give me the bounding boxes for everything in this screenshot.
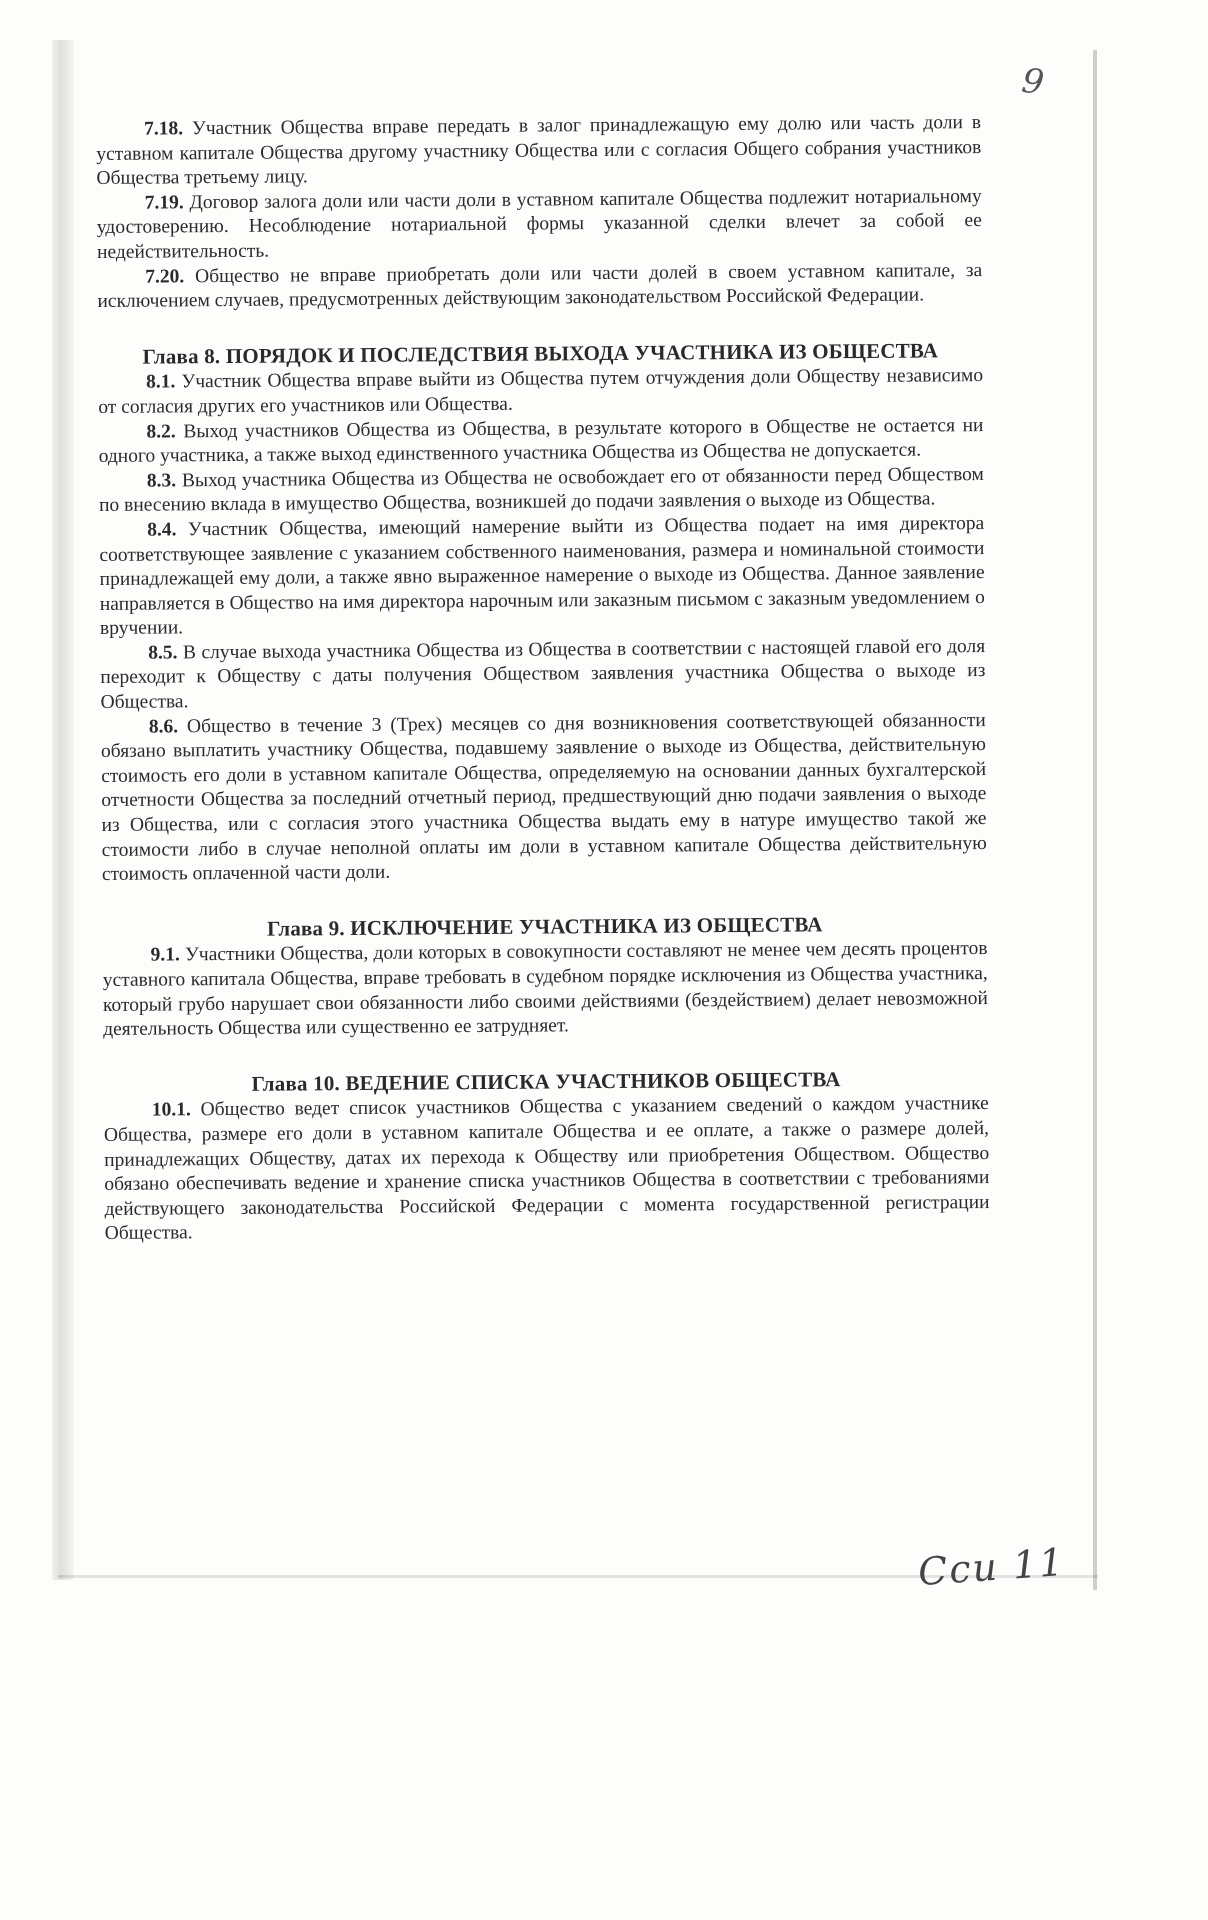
clause-text: В случае выхода участника Общества из Общества в соответствии с настоящей главой его доля переходит к Обществу с даты получения Обществом заявления участника Общества о выходе из Общества. xyxy=(100,635,986,714)
handwritten-signature: Сси 11 xyxy=(916,1539,1067,1595)
clause-text: Общество ведет список участников Общества с указанием сведений о каждом участнике Общества, размере его доли в уставном капитале Общества и ее оплате, а также о размере долей, принадлежащих Обществу, датах их перехода к Обществу или приобретения Обществом. Общество обязано обеспечивать ведение и хранение списка участников Общества в соответствии с требованиями действующего законодательства Российской Федерации с момента государственной регистрации Общества. xyxy=(103,1093,990,1245)
clause-number: 8.5. xyxy=(148,642,178,664)
clause-number: 8.4. xyxy=(147,519,177,541)
handwritten-page-number: 9 xyxy=(1019,60,1047,104)
section-ch8 xyxy=(98,338,987,888)
clause-text: Общество в течение 3 (Трех) месяцев со дня возникновения соответствующей обязанности обязано выплатить участнику Общества, подавшему заявление о выходе из Общества, действительную стоимость его доли в уставном капитале Общества, определяемую на основании данных бухгалтерской отчетности Общества за последний отчетный период, предшествующий дню подачи заявления о выходе из Общества, или с согласия этого участника Общества выдать ему в натуре имущество такой же стоимости либо в случае неполной оплаты им доли в уставном капитале Общества действительную стоимость оплаченной части доли. xyxy=(100,709,987,886)
clause-8-3 xyxy=(99,463,984,519)
clause-number: 8.6. xyxy=(148,716,179,738)
clause-8-4 xyxy=(99,512,985,642)
clause-8-1 xyxy=(98,364,983,420)
clause-number: 10.1. xyxy=(151,1099,191,1121)
clause-text: Договор залога доли или части доли в уставном капитале Общества подлежит нотариальному удостоверению. Несоблюдение нотариальной формы указанной сделки влечет за собой ее недействительность. xyxy=(96,185,982,263)
clause-number: 7.19. xyxy=(144,192,184,214)
scan-shadow-left xyxy=(52,40,74,1580)
clause-8-2 xyxy=(98,414,983,470)
clause-8-5 xyxy=(100,635,986,716)
clause-number: 8.2. xyxy=(146,420,176,443)
clause-7-19 xyxy=(97,185,983,266)
clause-text: Выход участников Общества из Общества, в результате которого в Обществе не остается ни одного участника, а также выход единственного участника Общества из Общества не допускается. xyxy=(98,414,984,468)
chapter-heading: Глава 8. ПОРЯДОК И ПОСЛЕДСТВИЯ ВЫХОДА УЧАСТНИКА ИЗ ОБЩЕСТВА xyxy=(142,338,939,369)
section-ch9 xyxy=(102,911,988,1043)
clause-number: 7.18. xyxy=(144,118,184,140)
document-body xyxy=(96,111,990,1247)
clause-text: Выход участника Общества из Общества не освобождает его от обязанности перед Обществом по внесению вклада в имущество Общества, возникшей до подачи заявления о выходе из Общества. xyxy=(98,463,984,517)
clause-9-1 xyxy=(102,937,988,1042)
section-ch10 xyxy=(103,1066,989,1247)
clause-text: Участник Общества вправе передать в залог принадлежащую ему долю или часть доли в уставном капитале Общества другому участнику Общества или с согласия Общего собрания участников Общества третьему лицу. xyxy=(96,112,982,190)
clause-text: Участник Общества вправе выйти из Общества путем отчуждения доли Обществу независимо от согласия других его участников или Общества. xyxy=(98,365,984,418)
clause-8-6 xyxy=(101,709,987,888)
clause-7-20 xyxy=(97,259,982,315)
clause-number: 8.1. xyxy=(145,371,176,393)
chapter-heading: Глава 9. ИСКЛЮЧЕНИЕ УЧАСТНИКА ИЗ ОБЩЕСТВА xyxy=(266,912,823,941)
section-ch7-tail xyxy=(96,111,983,315)
clause-text: Участники Общества, доли которых в совокупности составляют не менее чем десять процентов уставного капитала Общества, вправе требовать в судебном порядке исключения из Общества участника, который грубо нарушает свои обязанности либо своими действиями (бездействием) делает невозможной деятельность Общества или существенно ее затрудняет. xyxy=(102,938,989,1041)
scan-shadow-right xyxy=(1093,50,1097,1590)
clause-number: 7.20. xyxy=(145,265,185,288)
clause-text: Участник Общества, имеющий намерение выйти из Общества подает на имя директора соответствующее заявление с указанием собственного наименования, размера и номинальной стоимости принадлежащей ему доли, а также явно выраженное намерение о выходе из Общества. Данное заявление направляется в Общество на имя директора нарочным или заказным письмом с заказным уведомлением о вручении. xyxy=(99,512,985,640)
clause-number: 8.3. xyxy=(146,470,177,492)
clause-number: 9.1. xyxy=(150,944,180,967)
chapter-heading: Глава 10. ВЕДЕНИЕ СПИСКА УЧАСТНИКОВ ОБЩЕСТВА xyxy=(251,1066,841,1096)
clause-10-1 xyxy=(104,1092,990,1247)
clause-text: Общество не вправе приобретать доли или части долей в своем уставном капитале, за исключением случаев, предусмотренных действующим законодательством Российской Федерации. xyxy=(97,259,983,313)
clause-7-18 xyxy=(96,111,982,192)
